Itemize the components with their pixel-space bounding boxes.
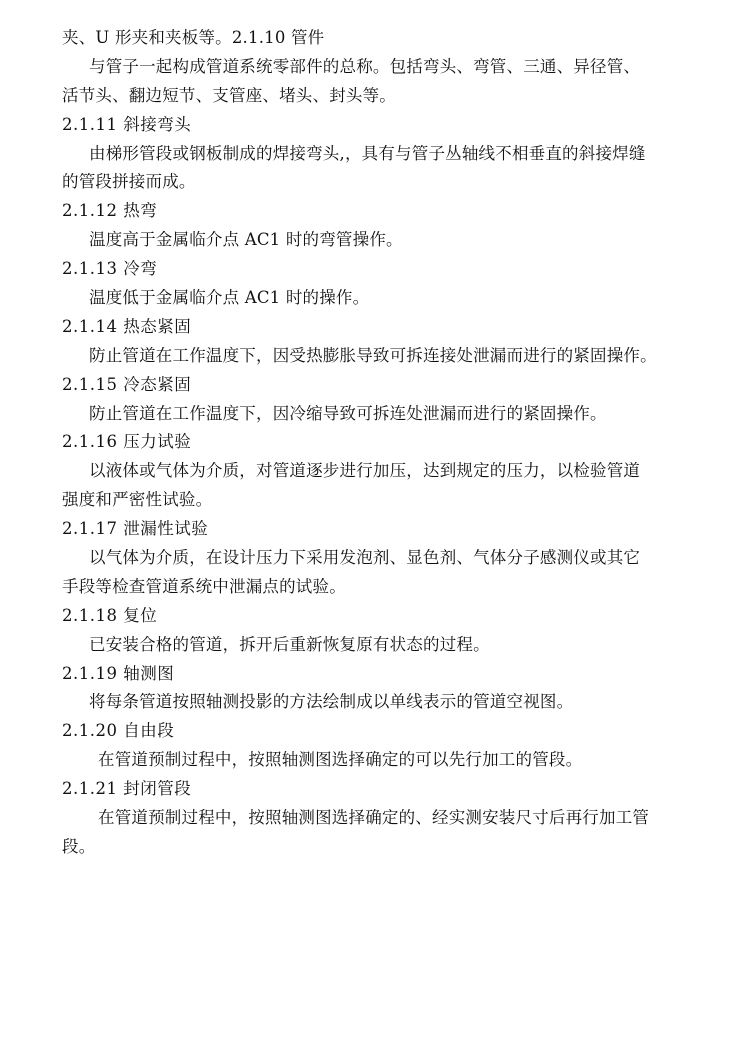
definition-text: 防止管道在工作温度下，因受热膨胀导致可拆连接处泄漏而进行的紧固操作。: [89, 345, 657, 365]
document-body: [62, 24, 692, 862]
continuation-line: 夹、U 形夹和夹板等。2.1.10 管件: [62, 28, 325, 47]
definition-text: 温度高于金属临介点 AC1 时的弯管操作。: [89, 230, 403, 250]
section-heading: 2.1.17 泄漏性试验: [62, 519, 209, 539]
definition-text: 以液体或气体为介质，对管道逐步进行加压，达到规定的压力，以检验管道: [89, 461, 641, 481]
section-heading: 2.1.15 冷态紧固: [62, 374, 192, 394]
section-heading: 2.1.19 轴测图: [62, 663, 175, 683]
section-heading: 2.1.13 冷弯: [62, 259, 158, 279]
definition-text: 在管道预制过程中，按照轴测图选择确定的、经实测安装尺寸后再行加工管: [98, 808, 650, 828]
section-heading: 2.1.20 自由段: [62, 721, 175, 741]
definition-text-continued: 活节头、翻边短节、支管座、堵头、封头等。: [62, 85, 396, 105]
definition-text: 温度低于金属临介点 AC1 时的操作。: [89, 288, 370, 308]
section-heading: 2.1.14 热态紧固: [62, 316, 192, 336]
definition-text: 以气体为介质，在设计压力下采用发泡剂、显色剂、气体分子感测仪或其它: [89, 548, 641, 568]
section-heading: 2.1.16 压力试验: [62, 432, 192, 452]
definition-text-continued: 强度和严密性试验。: [62, 490, 213, 510]
definition-text-continued: 手段等检查管道系统中泄漏点的试验。: [62, 576, 346, 596]
definition-text: 已安装合格的管道，拆开后重新恢复原有状态的过程。: [89, 634, 490, 654]
definition-text-continued: 的管段拼接而成。: [62, 172, 196, 192]
section-heading: 2.1.11 斜接弯头: [62, 114, 192, 134]
definition-text: 将每条管道按照轴测投影的方法绘制成以单线表示的管道空视图。: [89, 692, 574, 712]
definition-text: 在管道预制过程中，按照轴测图选择确定的可以先行加工的管段。: [98, 750, 583, 770]
definition-text-continued: 段。: [62, 836, 96, 856]
definition-text: 防止管道在工作温度下，因冷缩导致可拆连处泄漏而进行的紧固操作。: [89, 403, 607, 423]
section-heading: 2.1.21 封闭管段: [62, 779, 192, 799]
definition-text: 与管子一起构成管道系统零部件的总称。包括弯头、弯管、三通、异径管、: [89, 56, 641, 76]
section-heading: 2.1.18 复位: [62, 605, 158, 625]
section-heading: 2.1.12 热弯: [62, 201, 158, 221]
definition-text: 由梯形管段或钢板制成的焊接弯头,，具有与管子丛轴线不相垂直的斜接焊缝: [89, 143, 646, 163]
